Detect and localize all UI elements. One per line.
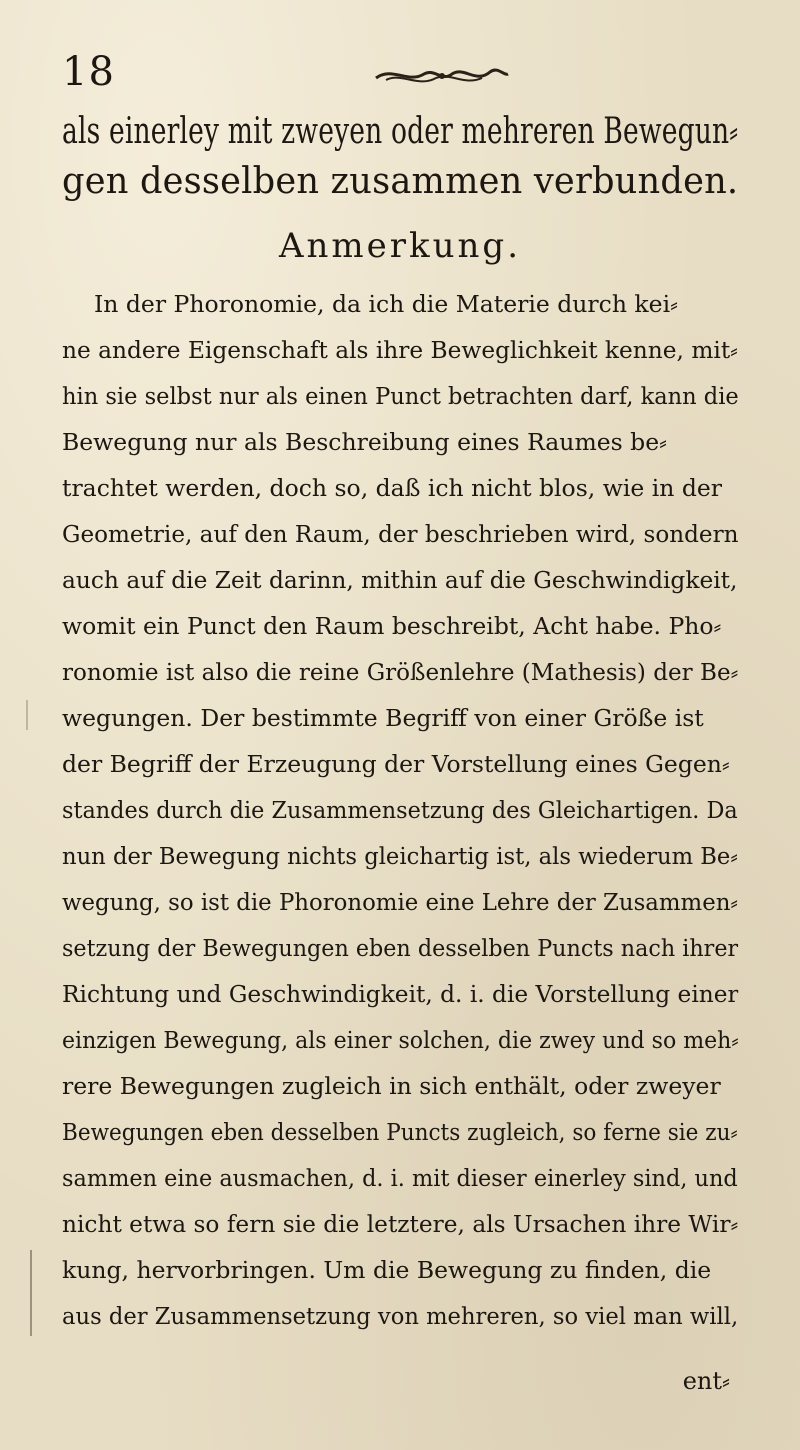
paragraph-line: standes durch die Zusammensetzung des Gleichartigen. Da xyxy=(62,796,738,824)
paragraph-line: nun der Bewegung nichts gleichartig ist, als wiederum Be⸗ xyxy=(62,842,738,870)
paragraph-line: der Begriff der Erzeugung der Vorstellung eines Gegen⸗ xyxy=(62,750,730,778)
paragraph-line: auch auf die Zeit darinn, mithin auf die Geschwindigkeit, xyxy=(62,566,738,594)
margin-line-mark xyxy=(30,1250,32,1336)
paragraph-line: hin sie selbst nur als einen Punct betrachten darf, kann die xyxy=(62,382,739,410)
lead-line-1: als einerley mit zweyen oder mehreren Bewegun⸗ xyxy=(62,111,739,152)
paragraph-line: nicht etwa so fern sie die letztere, als Ursachen ihre Wir⸗ xyxy=(62,1210,739,1238)
paragraph-line: Bewegung nur als Beschreibung eines Raumes be⸗ xyxy=(62,428,667,456)
paragraph-line: In der Phoronomie, da ich die Materie durch kei⸗ xyxy=(94,290,678,318)
paragraph-line: aus der Zusammensetzung von mehreren, so viel man will, xyxy=(62,1302,739,1330)
paragraph-line: ronomie ist also die reine Größenlehre (Mathesis) der Be⸗ xyxy=(62,658,739,686)
paragraph-line: Geometrie, auf den Raum, der beschrieben wird, sondern xyxy=(62,520,739,548)
paragraph-line: ne andere Eigenschaft als ihre Beweglichkeit kenne, mit⸗ xyxy=(62,336,738,364)
paragraph-line: kung, hervorbringen. Um die Bewegung zu finden, die xyxy=(62,1256,712,1284)
paragraph-line: einzigen Bewegung, als einer solchen, die zwey und so meh⸗ xyxy=(62,1026,739,1054)
paragraph-line: sammen eine ausmachen, d. i. mit dieser einerley sind, und xyxy=(62,1164,738,1192)
paragraph-line: trachtet werden, doch so, daß ich nicht blos, wie in der xyxy=(62,474,723,502)
paragraph-line: wegungen. Der bestimmte Begriff von einer Größe ist xyxy=(62,704,704,732)
margin-line-mark xyxy=(26,700,28,730)
page-number: 18 xyxy=(62,49,115,95)
section-heading: Anmerkung. xyxy=(278,226,522,266)
paragraph-line: setzung der Bewegungen eben desselben Puncts nach ihrer xyxy=(62,934,739,962)
paragraph-line: rere Bewegungen zugleich in sich enthält, oder zweyer xyxy=(62,1072,721,1100)
lead-line-2: gen desselben zusammen verbunden. xyxy=(62,161,739,202)
paragraph-line: womit ein Punct den Raum beschreibt, Acht habe. Pho⸗ xyxy=(62,612,722,640)
paragraph-line: wegung, so ist die Phoronomie eine Lehre der Zusammen⸗ xyxy=(62,888,738,916)
paragraph-line: Bewegungen eben desselben Puncts zugleich, so ferne sie zu⸗ xyxy=(62,1118,738,1146)
catchword: ent⸗ xyxy=(682,1367,730,1395)
header-ornament-icon xyxy=(372,62,512,88)
paragraph-line: Richtung und Geschwindigkeit, d. i. die Vorstellung einer xyxy=(62,980,739,1008)
